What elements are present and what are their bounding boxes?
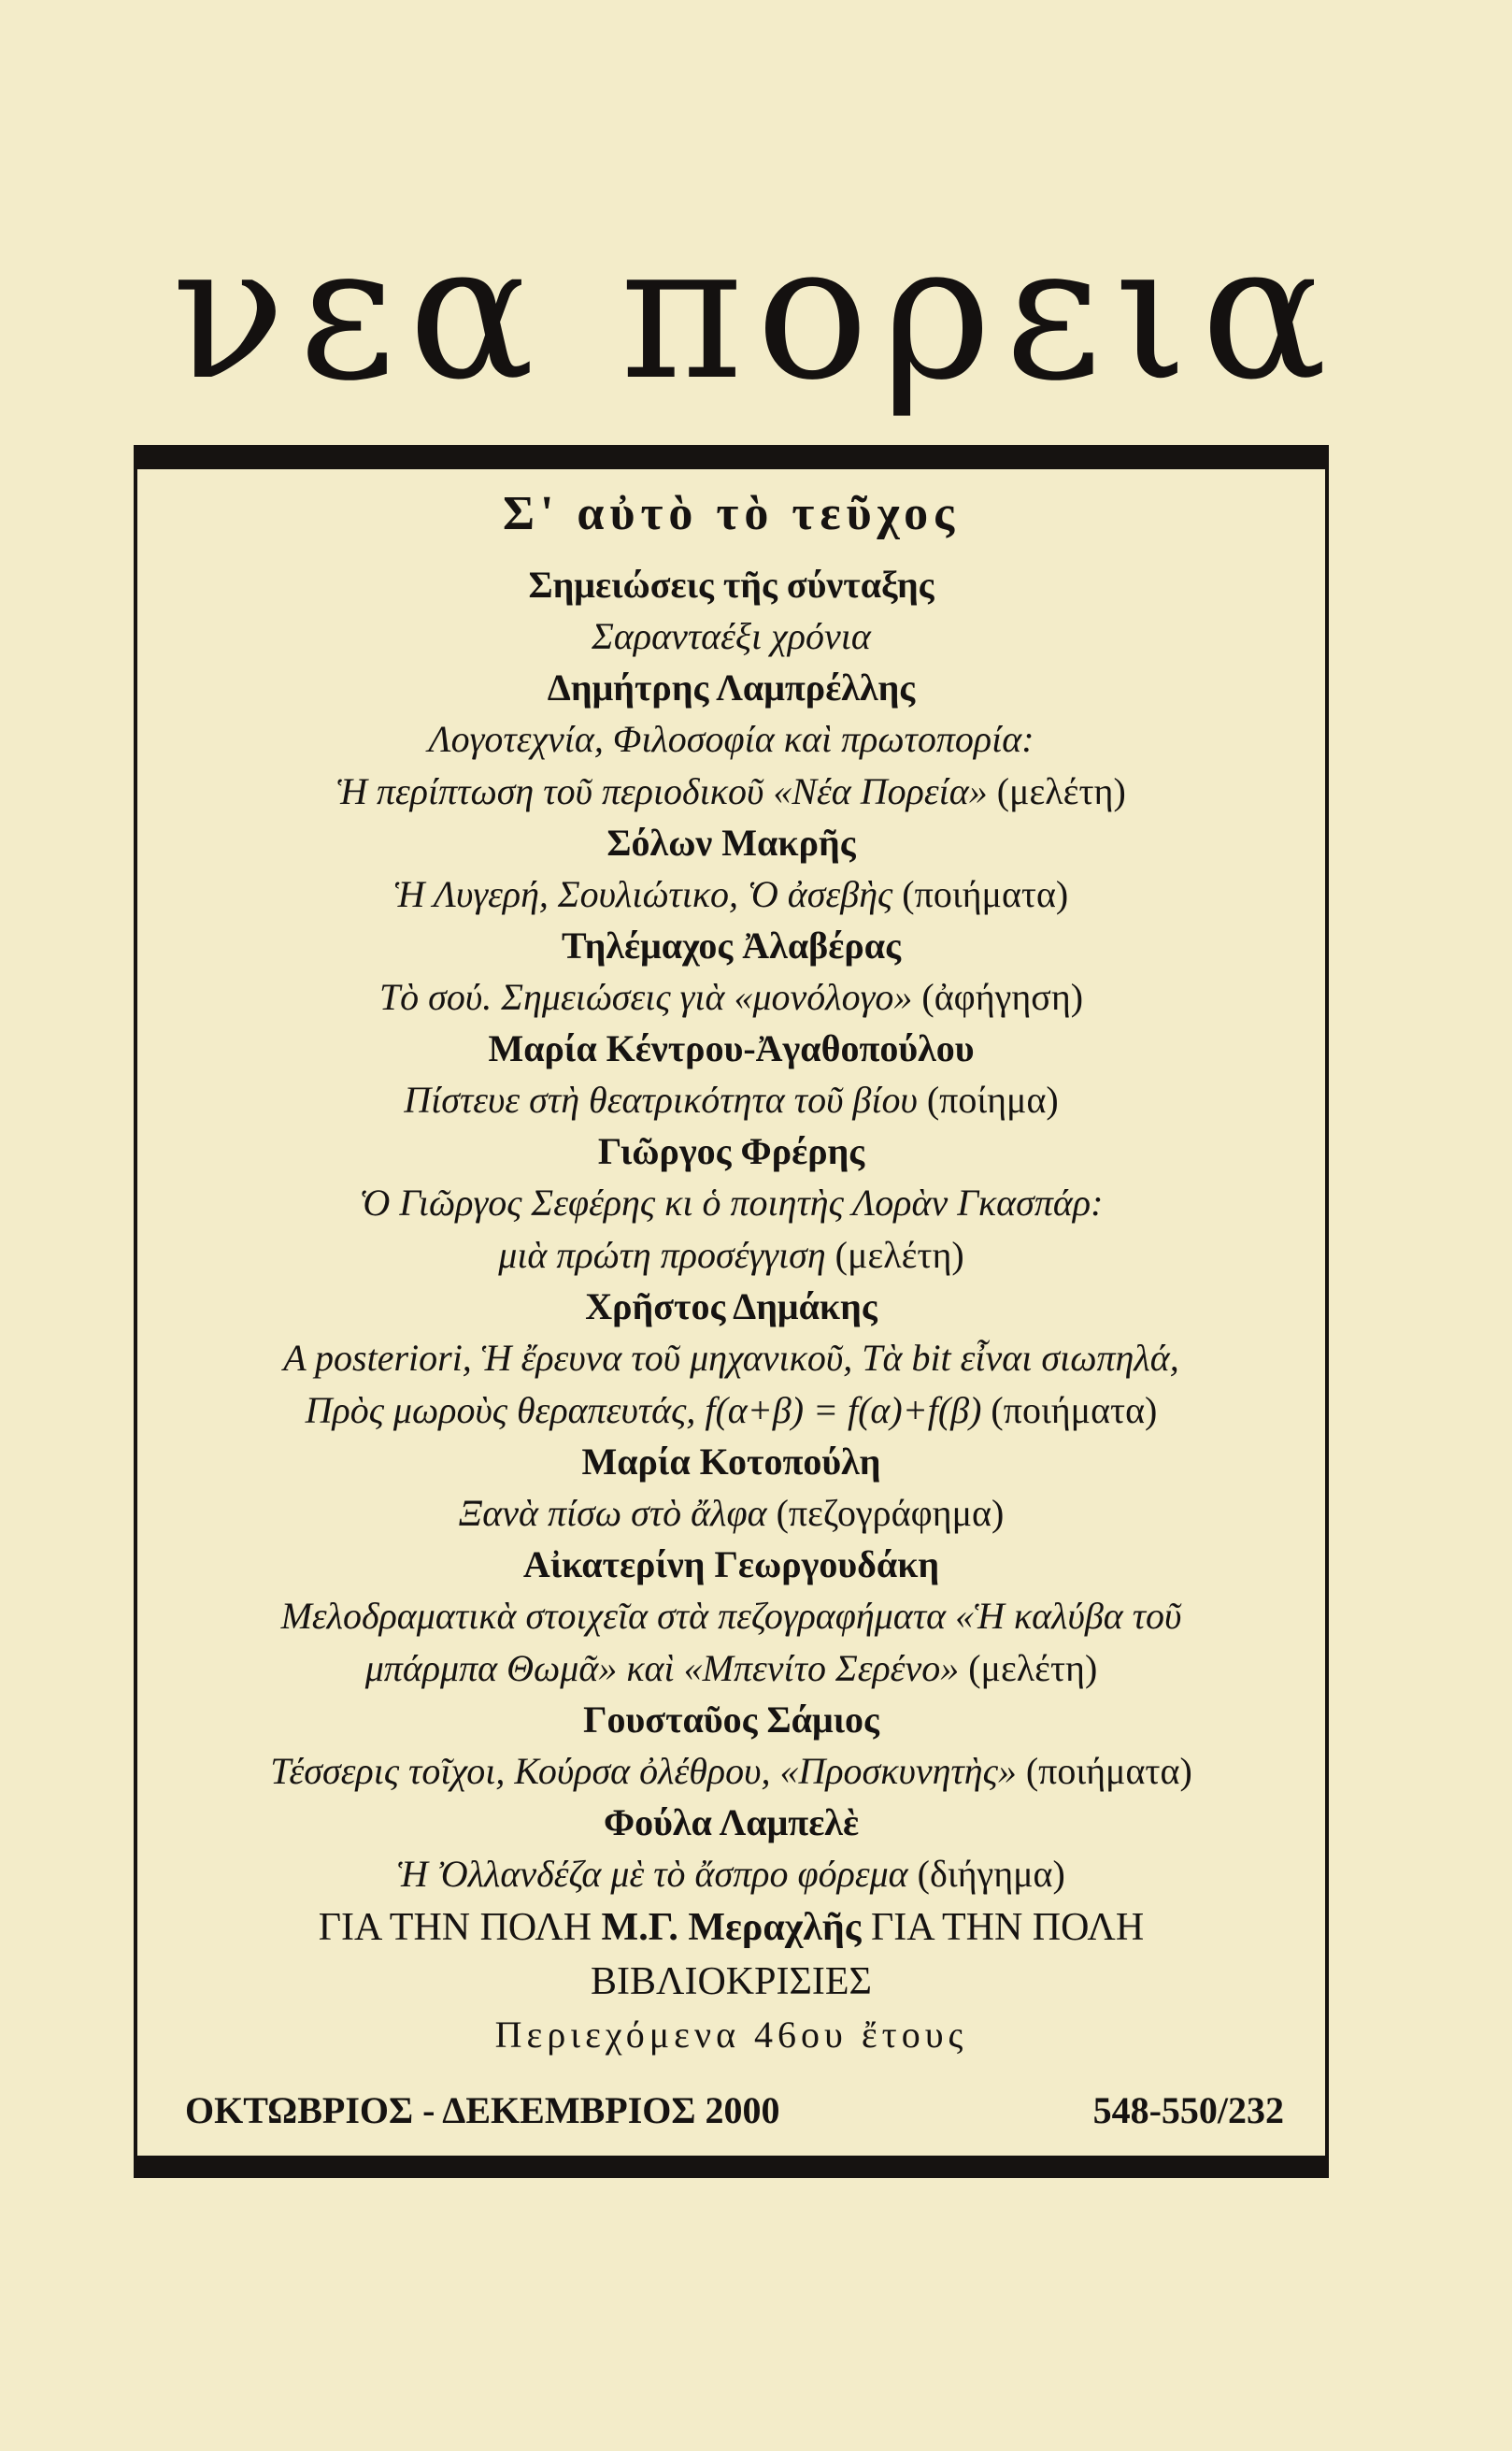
toc-entry: [171, 560, 1291, 663]
entry-genre: (διήγημα): [917, 1853, 1065, 1895]
entry-genre: (ἀφήγηση): [921, 976, 1084, 1018]
entry-title: Ὁ Γιῶργος Σεφέρης κι ὁ ποιητὴς Λορὰν Γκασπάρ:: [359, 1182, 1104, 1224]
toc-entry: [171, 663, 1291, 818]
entry-genre: (μελέτη): [996, 770, 1126, 812]
entry-title: Πίστευε στὴ θεατρικότητα τοῦ βίου (ποίημα): [404, 1079, 1059, 1121]
city-column-line: [171, 1900, 1291, 1955]
entry-author: Χρῆστος Δημάκης: [585, 1285, 877, 1327]
entry-author: Αἰκατερίνη Γεωργουδάκη: [522, 1543, 940, 1585]
entry-title: Ξανὰ πίσω στὸ ἄλφα (πεζογράφημα): [458, 1492, 1005, 1534]
entry-author: Γουσταῦος Σάμιος: [583, 1698, 879, 1741]
toc-entry: [171, 1126, 1291, 1282]
annual-index-line: Περιεχόμενα 46ου ἔτους: [494, 2014, 968, 2056]
entry-title: Μελοδραματικὰ στοιχεῖα στὰ πεζογραφήματα «Ἡ καλύβα τοῦ: [280, 1595, 1182, 1637]
city-column-label: ΓΙΑ ΤΗΝ ΠΟΛΗ: [318, 1906, 592, 1949]
frame-bottom-rule: [134, 2156, 1329, 2178]
magazine-masthead: νεα πορεια: [171, 204, 1341, 422]
issue-footer: [185, 2086, 1284, 2136]
city-column-author: Μ.Γ. Μεραχλῆς: [601, 1906, 862, 1949]
entry-author: Τηλέμαχος Ἀλαβέρας: [562, 924, 901, 967]
city-column-label: ΓΙΑ ΤΗΝ ΠΟΛΗ: [870, 1906, 1145, 1949]
entry-title: Λογοτεχνία, Φιλοσοφία καὶ πρωτοπορία:: [428, 718, 1034, 760]
entry-author: Σημειώσεις τῆς σύνταξης: [528, 564, 934, 606]
issue-number: 548-550/232: [1092, 2089, 1284, 2131]
entry-title-continued: Ἡ περίπτωση τοῦ περιοδικοῦ «Νέα Πορεία» (μελέτη): [336, 770, 1126, 812]
entry-title-continued: μπάρμπα Θωμᾶ» καὶ «Μπενίτο Σερένο» (μελέτη): [364, 1647, 1098, 1689]
entry-author: Σόλων Μακρῆς: [606, 822, 856, 864]
entry-author: Μαρία Κέντρου-Ἀγαθοπούλου: [488, 1027, 975, 1069]
toc-entry: [171, 1695, 1291, 1798]
entry-genre: (ποιήματα): [1025, 1750, 1192, 1792]
toc-entry: [171, 921, 1291, 1024]
toc-entry: [171, 1798, 1291, 1900]
entry-genre: (μελέτη): [834, 1234, 964, 1276]
table-of-contents: [171, 481, 1291, 2061]
entry-genre: (ποιήματα): [902, 873, 1069, 915]
entry-title: Τέσσερις τοῖχοι, Κούρσα ὀλέθρου, «Προσκυνητὴς» (ποιήματα): [270, 1750, 1192, 1792]
entry-author: Μαρία Κοτοπούλη: [581, 1440, 881, 1483]
entry-title-continued: Πρὸς μωροὺς θεραπευτάς, f(α+β) = f(α)+f(β) (ποιήματα): [305, 1389, 1158, 1431]
book-reviews-line: ΒΙΒΛΙΟΚΡΙΣΙΕΣ: [591, 1960, 872, 2003]
entry-title: A posteriori, Ἡ ἔρευνα τοῦ μηχανικοῦ, Τὰ bit εἶναι σιωπηλά,: [283, 1337, 1179, 1379]
entry-genre: (ποιήματα): [991, 1389, 1158, 1431]
toc-entry: [171, 1540, 1291, 1695]
toc-entry: [171, 1024, 1291, 1126]
toc-entry: [171, 818, 1291, 921]
issue-period: ΟΚΤΩΒΡΙΟΣ - ΔΕΚΕΜΒΡΙΟΣ 2000: [185, 2089, 780, 2131]
entry-genre: (ποίημα): [926, 1079, 1059, 1121]
entry-author: Γιῶργος Φρέρης: [597, 1130, 865, 1172]
entry-title-continued: μιὰ πρώτη προσέγγιση (μελέτη): [498, 1234, 964, 1276]
entry-title: Ἡ Λυγερή, Σουλιώτικο, Ὁ ἀσεβὴς (ποιήματα): [393, 873, 1069, 915]
entry-author: Δημήτρης Λαμπρέλλης: [547, 666, 916, 709]
entry-title: Σαρανταέξι χρόνια: [592, 615, 871, 657]
entry-genre: (πεζογράφημα): [776, 1492, 1005, 1534]
entry-author: Φούλα Λαμπελὲ: [603, 1801, 860, 1843]
entry-title: Ἡ Ὀλλανδέζα μὲ τὸ ἄσπρο φόρεμα (διήγημα): [397, 1853, 1065, 1895]
toc-entry: [171, 1437, 1291, 1540]
entry-genre: (μελέτη): [968, 1647, 1098, 1689]
toc-heading: Σ' αὐτὸ τὸ τεῦχος: [502, 487, 961, 540]
frame-top-rule: [134, 445, 1329, 469]
toc-entry: [171, 1282, 1291, 1437]
entry-title: Τὸ σού. Σημειώσεις γιὰ «μονόλογο» (ἀφήγηση): [378, 976, 1084, 1018]
